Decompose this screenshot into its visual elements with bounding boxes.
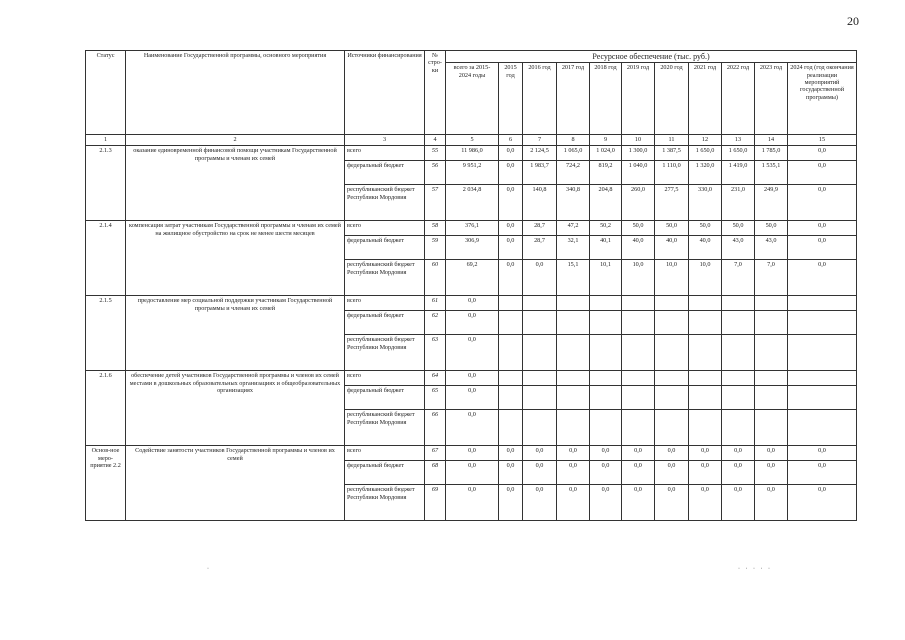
value-cell: 1 300,0 bbox=[622, 146, 655, 161]
row-number-cell: 56 bbox=[425, 161, 446, 185]
value-cell bbox=[523, 410, 557, 446]
value-cell: 0,0 bbox=[523, 446, 557, 461]
value-cell bbox=[689, 410, 722, 446]
value-cell: 1 785,0 bbox=[755, 146, 788, 161]
value-cell: 40,0 bbox=[689, 236, 722, 260]
value-cell: 2 124,5 bbox=[523, 146, 557, 161]
value-cell: 0,0 bbox=[689, 461, 722, 485]
row-number-cell: 65 bbox=[425, 386, 446, 410]
value-cell bbox=[557, 386, 590, 410]
footer-mark: · bbox=[207, 566, 209, 572]
source-cell: республиканский бюджет Республики Мордовия bbox=[345, 335, 425, 371]
row-number-cell: 69 bbox=[425, 485, 446, 521]
value-cell: 0,0 bbox=[590, 461, 622, 485]
value-cell: 0,0 bbox=[655, 446, 689, 461]
row-number-cell: 60 bbox=[425, 260, 446, 296]
value-cell: 2 034,8 bbox=[446, 185, 499, 221]
column-number: 11 bbox=[655, 135, 689, 146]
value-cell bbox=[590, 311, 622, 335]
value-cell bbox=[722, 371, 755, 386]
status-cell: 2.1.4 bbox=[86, 221, 126, 296]
value-cell: 0,0 bbox=[788, 146, 857, 161]
value-cell: 28,7 bbox=[523, 236, 557, 260]
value-cell bbox=[499, 296, 523, 311]
source-cell: федеральный бюджет bbox=[345, 386, 425, 410]
value-cell: 69,2 bbox=[446, 260, 499, 296]
value-cell: 0,0 bbox=[788, 461, 857, 485]
value-cell: 40,0 bbox=[655, 236, 689, 260]
status-cell: 2.1.6 bbox=[86, 371, 126, 446]
value-cell: 0,0 bbox=[446, 386, 499, 410]
header-year: 2021 год bbox=[689, 63, 722, 135]
value-cell bbox=[689, 371, 722, 386]
source-cell: всего bbox=[345, 296, 425, 311]
value-cell: 140,8 bbox=[523, 185, 557, 221]
value-cell: 10,1 bbox=[590, 260, 622, 296]
column-number: 7 bbox=[523, 135, 557, 146]
source-cell: республиканский бюджет Республики Мордовия bbox=[345, 185, 425, 221]
row-number-cell: 63 bbox=[425, 335, 446, 371]
value-cell: 1 320,0 bbox=[689, 161, 722, 185]
value-cell bbox=[689, 335, 722, 371]
value-cell bbox=[590, 296, 622, 311]
value-cell bbox=[689, 386, 722, 410]
value-cell: 0,0 bbox=[788, 236, 857, 260]
header-year: 2018 год bbox=[590, 63, 622, 135]
value-cell bbox=[689, 311, 722, 335]
row-number-cell: 59 bbox=[425, 236, 446, 260]
value-cell bbox=[755, 296, 788, 311]
value-cell bbox=[557, 371, 590, 386]
value-cell: 260,0 bbox=[622, 185, 655, 221]
value-cell bbox=[622, 410, 655, 446]
value-cell: 0,0 bbox=[689, 485, 722, 521]
value-cell: 0,0 bbox=[755, 461, 788, 485]
value-cell bbox=[523, 386, 557, 410]
value-cell bbox=[622, 371, 655, 386]
value-cell: 1 650,0 bbox=[722, 146, 755, 161]
header-total-period: всего за 2015-2024 годы bbox=[446, 63, 499, 135]
value-cell bbox=[523, 371, 557, 386]
value-cell: 47,2 bbox=[557, 221, 590, 236]
table-row bbox=[86, 371, 857, 386]
column-number: 6 bbox=[499, 135, 523, 146]
column-number: 2 bbox=[126, 135, 345, 146]
value-cell bbox=[622, 311, 655, 335]
value-cell: 0,0 bbox=[788, 446, 857, 461]
value-cell bbox=[622, 335, 655, 371]
value-cell: 330,0 bbox=[689, 185, 722, 221]
header-year: 2016 год bbox=[523, 63, 557, 135]
value-cell bbox=[499, 335, 523, 371]
value-cell bbox=[557, 296, 590, 311]
value-cell bbox=[523, 311, 557, 335]
value-cell: 1 065,0 bbox=[557, 146, 590, 161]
source-cell: федеральный бюджет bbox=[345, 236, 425, 260]
table-row bbox=[86, 221, 857, 236]
value-cell bbox=[755, 311, 788, 335]
value-cell: 0,0 bbox=[788, 260, 857, 296]
value-cell bbox=[788, 386, 857, 410]
value-cell: 249,9 bbox=[755, 185, 788, 221]
value-cell bbox=[590, 386, 622, 410]
value-cell: 0,0 bbox=[499, 485, 523, 521]
value-cell bbox=[788, 410, 857, 446]
source-cell: федеральный бюджет bbox=[345, 461, 425, 485]
measure-name-cell: предоставление мер социальной поддержки участникам Государственной программы и членам их семей bbox=[126, 296, 345, 371]
value-cell: 10,0 bbox=[689, 260, 722, 296]
value-cell: 0,0 bbox=[788, 185, 857, 221]
value-cell bbox=[557, 410, 590, 446]
value-cell bbox=[722, 335, 755, 371]
value-cell: 0,0 bbox=[622, 461, 655, 485]
value-cell bbox=[499, 371, 523, 386]
value-cell: 43,0 bbox=[755, 236, 788, 260]
header-year: 2015 год bbox=[499, 63, 523, 135]
table-row bbox=[86, 296, 857, 311]
value-cell bbox=[689, 296, 722, 311]
value-cell bbox=[499, 410, 523, 446]
value-cell: 0,0 bbox=[788, 161, 857, 185]
measure-name-cell: Содействие занятости участников Государственной программы и членов их семей bbox=[126, 446, 345, 521]
value-cell: 0,0 bbox=[499, 260, 523, 296]
value-cell: 28,7 bbox=[523, 221, 557, 236]
column-number: 14 bbox=[755, 135, 788, 146]
value-cell bbox=[755, 335, 788, 371]
value-cell bbox=[557, 311, 590, 335]
source-cell: всего bbox=[345, 146, 425, 161]
status-cell: Основ-ное меро-приятие 2.2 bbox=[86, 446, 126, 521]
value-cell bbox=[655, 335, 689, 371]
value-cell: 724,2 bbox=[557, 161, 590, 185]
table-row bbox=[86, 146, 857, 161]
value-cell: 0,0 bbox=[446, 311, 499, 335]
status-cell: 2.1.5 bbox=[86, 296, 126, 371]
value-cell: 819,2 bbox=[590, 161, 622, 185]
source-cell: всего bbox=[345, 371, 425, 386]
value-cell: 40,0 bbox=[622, 236, 655, 260]
value-cell: 1 387,5 bbox=[655, 146, 689, 161]
value-cell: 0,0 bbox=[523, 485, 557, 521]
value-cell: 0,0 bbox=[446, 296, 499, 311]
value-cell: 376,1 bbox=[446, 221, 499, 236]
source-cell: республиканский бюджет Республики Мордовия bbox=[345, 485, 425, 521]
value-cell: 0,0 bbox=[788, 221, 857, 236]
value-cell: 15,1 bbox=[557, 260, 590, 296]
measure-name-cell: оказание единовременной финансовой помощи участникам Государственной программы и членам их семей bbox=[126, 146, 345, 221]
header-year: 2020 год bbox=[655, 63, 689, 135]
value-cell bbox=[788, 296, 857, 311]
column-number: 5 bbox=[446, 135, 499, 146]
value-cell: 43,0 bbox=[722, 236, 755, 260]
value-cell: 0,0 bbox=[499, 221, 523, 236]
value-cell: 9 951,2 bbox=[446, 161, 499, 185]
value-cell: 0,0 bbox=[722, 446, 755, 461]
value-cell: 50,0 bbox=[622, 221, 655, 236]
header-year: 2022 год bbox=[722, 63, 755, 135]
table-body bbox=[86, 135, 857, 521]
value-cell bbox=[557, 335, 590, 371]
column-number: 3 bbox=[345, 135, 425, 146]
value-cell: 50,2 bbox=[590, 221, 622, 236]
source-cell: республиканский бюджет Республики Мордовия bbox=[345, 410, 425, 446]
value-cell: 0,0 bbox=[590, 446, 622, 461]
value-cell: 0,0 bbox=[590, 485, 622, 521]
header-row-no: № стро-ки bbox=[425, 51, 446, 135]
value-cell: 1 535,1 bbox=[755, 161, 788, 185]
row-number-cell: 62 bbox=[425, 311, 446, 335]
value-cell bbox=[788, 311, 857, 335]
value-cell: 0,0 bbox=[499, 185, 523, 221]
value-cell bbox=[655, 311, 689, 335]
column-number: 1 bbox=[86, 135, 126, 146]
measure-name-cell: обеспечение детей участников Государственной программы и членов их семей местами в дошкольных образовательных организациях и общеобразовательных организациях bbox=[126, 371, 345, 446]
value-cell: 0,0 bbox=[446, 461, 499, 485]
source-cell: республиканский бюджет Республики Мордовия bbox=[345, 260, 425, 296]
page-number: 20 bbox=[847, 14, 859, 28]
value-cell: 11 986,0 bbox=[446, 146, 499, 161]
value-cell bbox=[722, 311, 755, 335]
value-cell: 0,0 bbox=[557, 461, 590, 485]
row-number-cell: 64 bbox=[425, 371, 446, 386]
header-source: Источники финансирования bbox=[345, 51, 425, 135]
row-number-cell: 66 bbox=[425, 410, 446, 446]
value-cell: 306,9 bbox=[446, 236, 499, 260]
header-year: 2017 год bbox=[557, 63, 590, 135]
value-cell: 0,0 bbox=[446, 335, 499, 371]
value-cell bbox=[622, 296, 655, 311]
column-number: 8 bbox=[557, 135, 590, 146]
value-cell: 0,0 bbox=[722, 461, 755, 485]
value-cell: 0,0 bbox=[499, 161, 523, 185]
value-cell: 1 419,0 bbox=[722, 161, 755, 185]
value-cell bbox=[722, 410, 755, 446]
column-number: 9 bbox=[590, 135, 622, 146]
source-cell: всего bbox=[345, 221, 425, 236]
value-cell: 0,0 bbox=[655, 461, 689, 485]
value-cell bbox=[590, 410, 622, 446]
header-status: Статус bbox=[86, 51, 126, 135]
value-cell: 0,0 bbox=[622, 446, 655, 461]
value-cell bbox=[590, 335, 622, 371]
value-cell: 0,0 bbox=[446, 485, 499, 521]
value-cell: 32,1 bbox=[557, 236, 590, 260]
column-number: 15 bbox=[788, 135, 857, 146]
value-cell bbox=[788, 371, 857, 386]
value-cell: 1 024,0 bbox=[590, 146, 622, 161]
value-cell: 1 110,0 bbox=[655, 161, 689, 185]
value-cell bbox=[755, 410, 788, 446]
value-cell bbox=[755, 371, 788, 386]
value-cell: 0,0 bbox=[722, 485, 755, 521]
value-cell bbox=[655, 410, 689, 446]
source-cell: федеральный бюджет bbox=[345, 161, 425, 185]
value-cell bbox=[499, 311, 523, 335]
value-cell: 1 983,7 bbox=[523, 161, 557, 185]
value-cell bbox=[722, 296, 755, 311]
resource-table bbox=[85, 50, 857, 521]
value-cell: 0,0 bbox=[523, 461, 557, 485]
header-year: 2023 год bbox=[755, 63, 788, 135]
row-number-cell: 58 bbox=[425, 221, 446, 236]
value-cell: 0,0 bbox=[523, 260, 557, 296]
value-cell: 0,0 bbox=[755, 485, 788, 521]
column-number: 10 bbox=[622, 135, 655, 146]
value-cell: 7,0 bbox=[722, 260, 755, 296]
value-cell: 0,0 bbox=[655, 485, 689, 521]
value-cell bbox=[523, 335, 557, 371]
value-cell: 0,0 bbox=[788, 485, 857, 521]
value-cell: 0,0 bbox=[689, 446, 722, 461]
value-cell: 50,0 bbox=[755, 221, 788, 236]
value-cell: 50,0 bbox=[722, 221, 755, 236]
value-cell: 50,0 bbox=[689, 221, 722, 236]
measure-name-cell: компенсация затрат участникам Государственной программы и членам их семей на жилищное обустройство на срок не менее шести месяцев bbox=[126, 221, 345, 296]
value-cell: 0,0 bbox=[755, 446, 788, 461]
header-last-year: 2024 год (год окончания реализации мероприятий государственной программы) bbox=[788, 63, 857, 135]
value-cell bbox=[755, 386, 788, 410]
header-resources: Ресурсное обеспечение (тыс. руб.) bbox=[446, 51, 857, 63]
value-cell: 231,0 bbox=[722, 185, 755, 221]
value-cell bbox=[499, 386, 523, 410]
value-cell: 0,0 bbox=[557, 446, 590, 461]
value-cell: 7,0 bbox=[755, 260, 788, 296]
value-cell: 0,0 bbox=[499, 146, 523, 161]
value-cell bbox=[655, 386, 689, 410]
value-cell: 340,8 bbox=[557, 185, 590, 221]
value-cell bbox=[655, 296, 689, 311]
value-cell: 0,0 bbox=[446, 446, 499, 461]
column-number: 12 bbox=[689, 135, 722, 146]
value-cell: 10,0 bbox=[655, 260, 689, 296]
value-cell: 50,0 bbox=[655, 221, 689, 236]
table-row bbox=[86, 446, 857, 461]
value-cell bbox=[655, 371, 689, 386]
value-cell: 0,0 bbox=[446, 371, 499, 386]
status-cell: 2.1.3 bbox=[86, 146, 126, 221]
value-cell: 1 650,0 bbox=[689, 146, 722, 161]
value-cell bbox=[788, 335, 857, 371]
source-cell: всего bbox=[345, 446, 425, 461]
value-cell: 10,0 bbox=[622, 260, 655, 296]
value-cell: 277,5 bbox=[655, 185, 689, 221]
row-number-cell: 57 bbox=[425, 185, 446, 221]
value-cell: 0,0 bbox=[446, 410, 499, 446]
value-cell bbox=[722, 386, 755, 410]
row-number-cell: 55 bbox=[425, 146, 446, 161]
value-cell: 0,0 bbox=[557, 485, 590, 521]
value-cell bbox=[622, 386, 655, 410]
header-year: 2019 год bbox=[622, 63, 655, 135]
value-cell: 1 040,0 bbox=[622, 161, 655, 185]
value-cell bbox=[590, 371, 622, 386]
value-cell: 0,0 bbox=[499, 236, 523, 260]
row-number-cell: 67 bbox=[425, 446, 446, 461]
value-cell: 0,0 bbox=[499, 446, 523, 461]
value-cell bbox=[523, 296, 557, 311]
row-number-cell: 68 bbox=[425, 461, 446, 485]
column-number-row bbox=[86, 135, 857, 146]
footer-dots: · · · · · bbox=[738, 566, 772, 572]
header-name: Наименование Государственной программы, основного мероприятия bbox=[126, 51, 345, 135]
value-cell: 0,0 bbox=[622, 485, 655, 521]
column-number: 4 bbox=[425, 135, 446, 146]
source-cell: федеральный бюджет bbox=[345, 311, 425, 335]
value-cell: 40,1 bbox=[590, 236, 622, 260]
row-number-cell: 61 bbox=[425, 296, 446, 311]
value-cell: 204,8 bbox=[590, 185, 622, 221]
value-cell: 0,0 bbox=[499, 461, 523, 485]
column-number: 13 bbox=[722, 135, 755, 146]
